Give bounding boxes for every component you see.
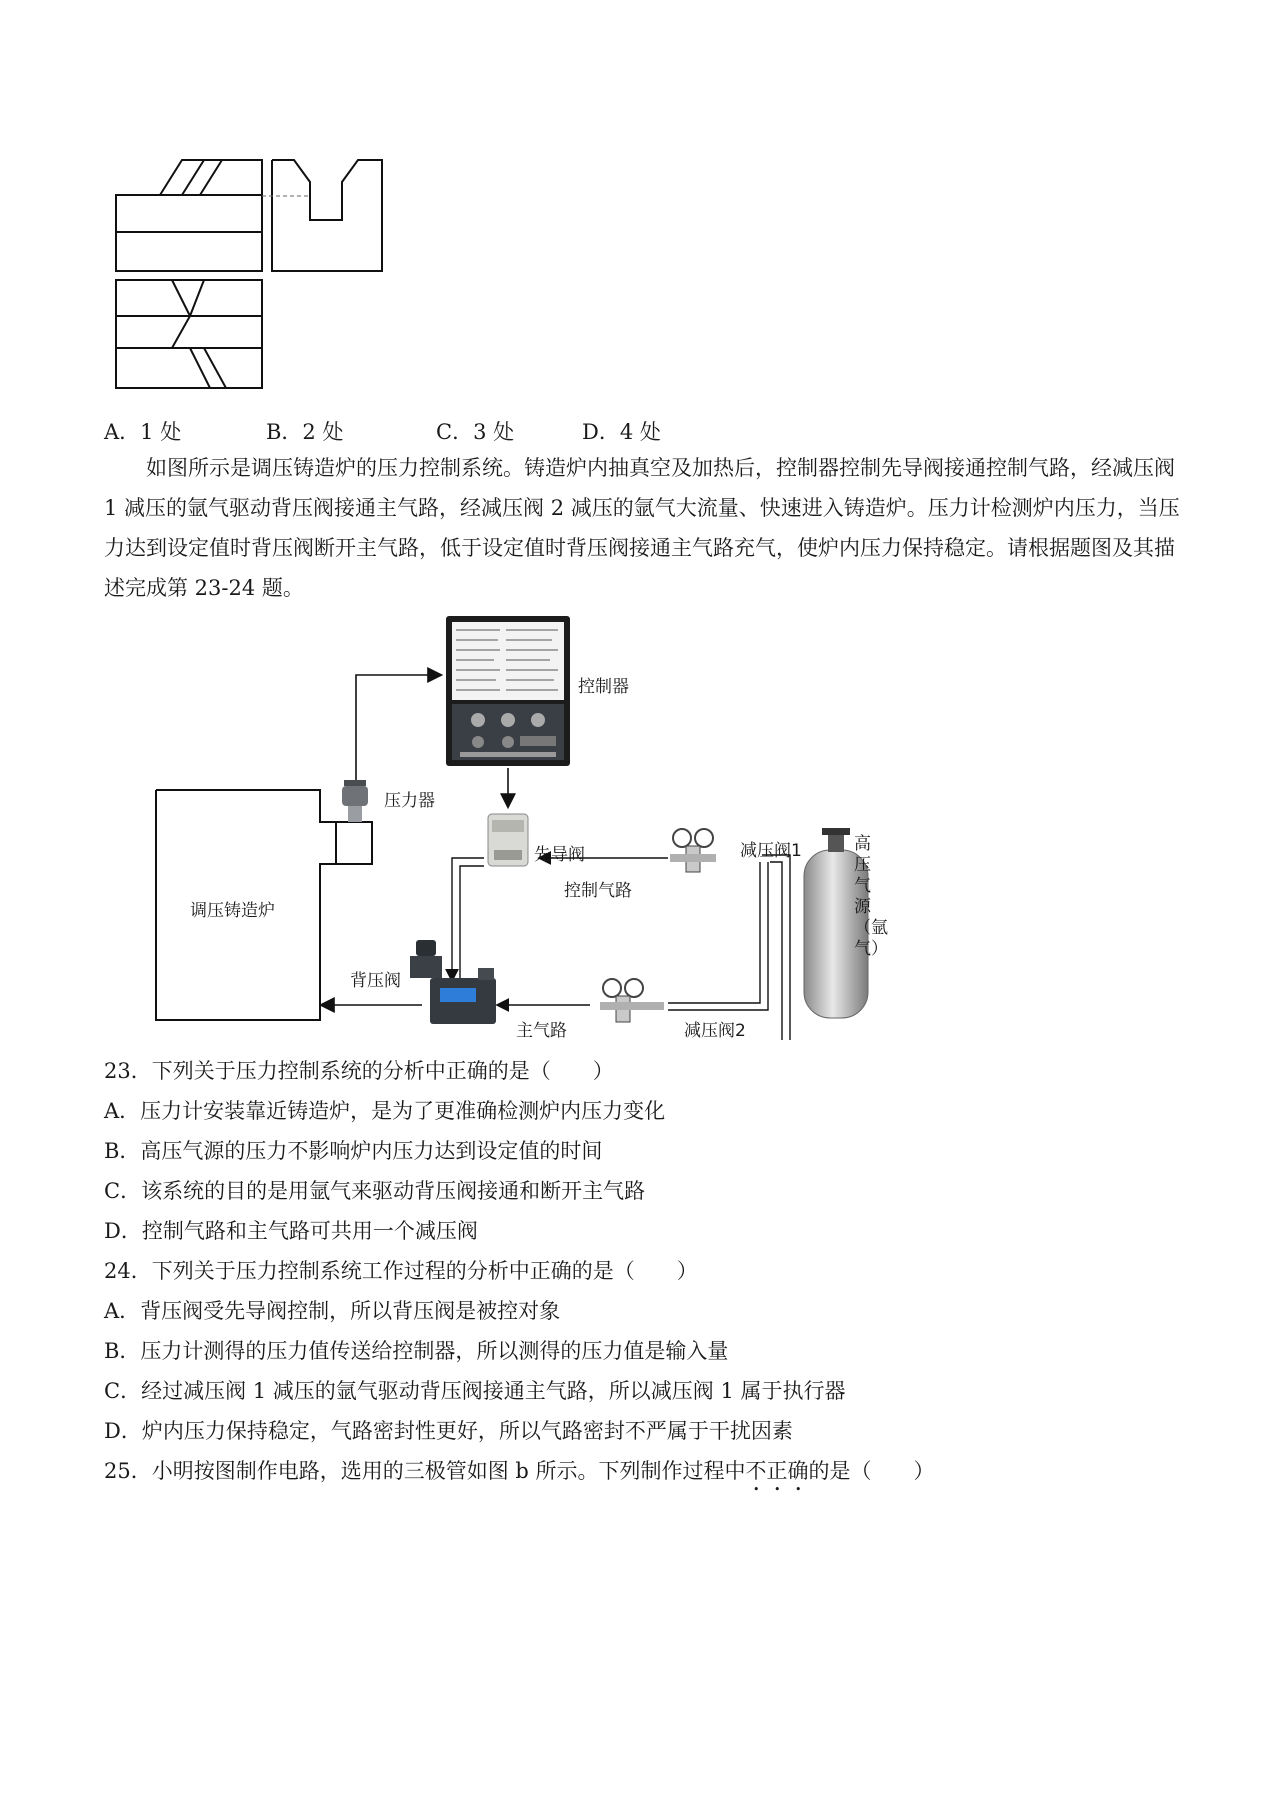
q23-option-a[interactable]: A．压力计安装靠近铸造炉，是为了更准确检测炉内压力变化 [104,1099,666,1123]
three-view-drawing [110,150,390,400]
back-pressure-valve-device [410,940,496,1024]
q24-option-b[interactable]: B．压力计测得的压力值传送给控制器，所以测得的压力值是输入量 [104,1339,729,1363]
q23-stem: 23．下列关于压力控制系统的分析中正确的是（ ） [104,1059,614,1083]
pressure-control-diagram [0,610,1280,1040]
label-control-path: 控制气路 [564,881,632,901]
label-furnace: 调压铸造炉 [190,901,275,921]
label-back-valve: 背压阀 [350,971,401,991]
reducing-valve-1-device [670,829,716,872]
q22-option-b[interactable]: B．2 处 [266,420,344,444]
label-gas-source: 高压气源（氩气） [854,834,888,959]
label-reducer-2: 减压阀2 [684,1021,746,1041]
pressure-gauge-device [342,780,368,822]
q23-option-c[interactable]: C．该系统的目的是用氩气来驱动背压阀接通和断开主气路 [104,1179,646,1203]
diagram-lines [0,610,1280,1040]
q24-stem: 24．下列关于压力控制系统工作过程的分析中正确的是（ ） [104,1259,698,1283]
pilot-valve-device [488,814,528,866]
q25-stem-emphasis: 不正确 [745,1459,809,1483]
intro-paragraph: 如图所示是调压铸造炉的压力控制系统。铸造炉内抽真空及加热后，控制器控制先导阀接通控制气路，经减压阀 1 减压的氩气驱动背压阀接通主气路，经减压阀 2 减压的氩气大流量、快速进入铸造炉。压力计检测炉内压力，当压力达到设定值时背压阀断开主气路，低于设定值时背压阀接通主气路充气，使炉内压力保持稳定。请根据题图及其描述完成第 23-24 题。 [104,456,1180,600]
q22-option-a[interactable]: A．1 处 [104,420,182,444]
label-pressure-gauge: 压力器 [384,791,435,811]
label-controller: 控制器 [578,677,629,697]
q25-stem [104,1456,935,1496]
label-main-path: 主气路 [516,1021,567,1041]
controller-screen [446,616,570,766]
reducing-valve-2-device [600,979,664,1022]
q24-option-d[interactable]: D．炉内压力保持稳定，气路密封性更好，所以气路密封不严属于干扰因素 [104,1419,793,1443]
q25-stem-after: 的是（ ） [808,1459,935,1483]
q24-option-a[interactable]: A．背压阀受先导阀控制，所以背压阀是被控对象 [104,1299,561,1323]
q25-stem-before: 25．小明按图制作电路，选用的三极管如图 b 所示。下列制作过程中 [104,1459,746,1483]
q22-option-d[interactable]: D．4 处 [582,420,661,444]
q24-option-c[interactable]: C．经过减压阀 1 减压的氩气驱动背压阀接通主气路，所以减压阀 1 属于执行器 [104,1379,846,1403]
label-pilot-valve: 先导阀 [534,845,585,865]
q23-option-d[interactable]: D．控制气路和主气路可共用一个减压阀 [104,1219,478,1243]
label-reducer-1: 减压阀1 [740,841,802,861]
q22-option-c[interactable]: C．3 处 [436,420,515,444]
q23-option-b[interactable]: B．高压气源的压力不影响炉内压力达到设定值的时间 [104,1139,603,1163]
